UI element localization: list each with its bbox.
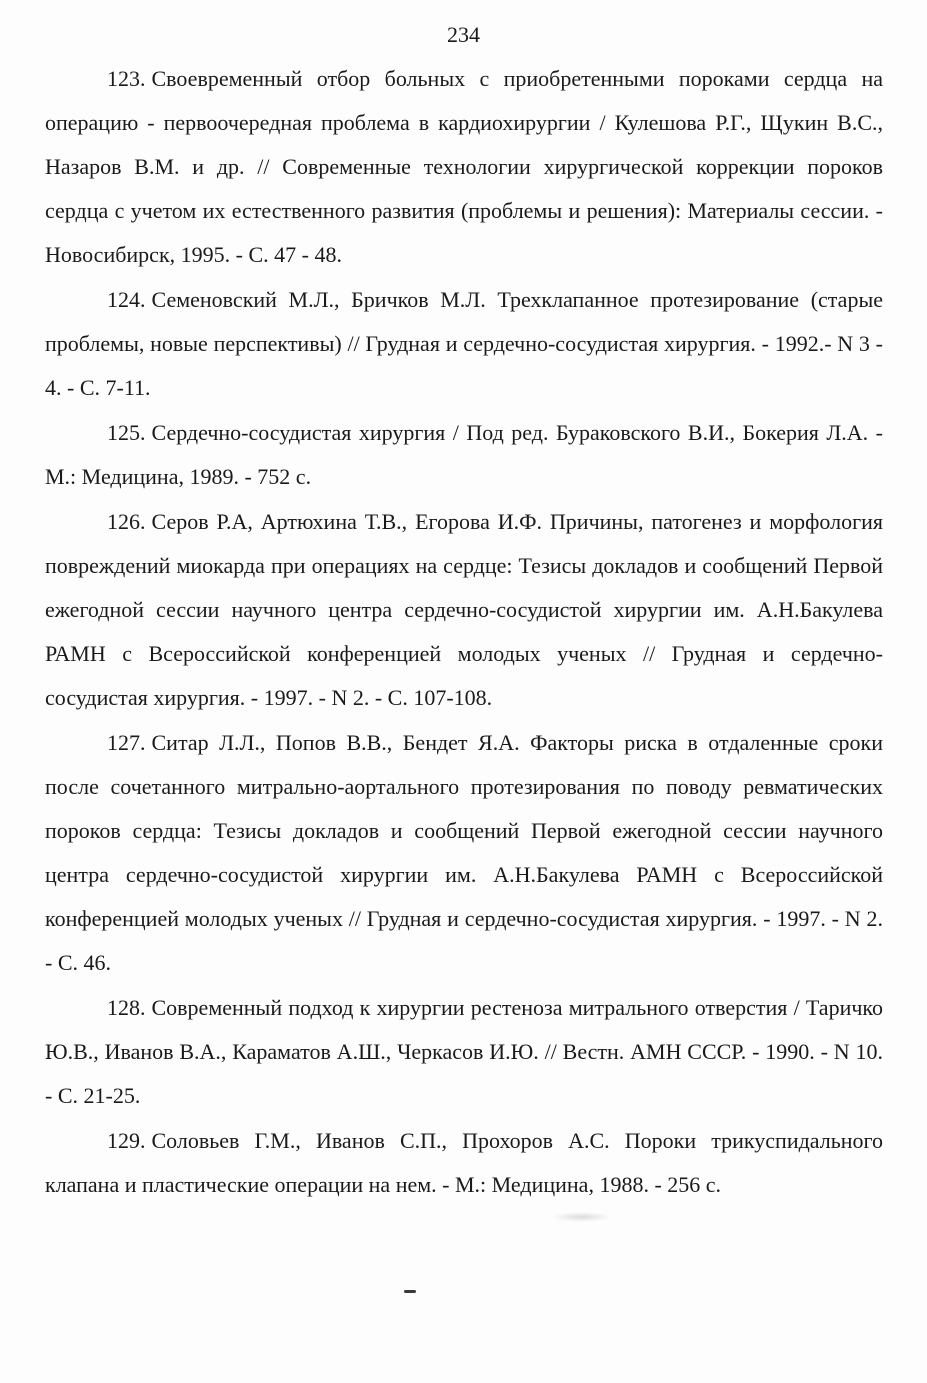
reference-text: Семеновский М.Л., Бричков М.Л. Трехклапанное протезирование (старые проблемы, новые перспективы) // Грудная и сердечно-сосудистая хирургия. - 1992.- N 3 - 4. - С. 7-11. <box>45 287 883 400</box>
reference-item-128 <box>45 986 883 1118</box>
reference-text: Ситар Л.Л., Попов В.В., Бендет Я.А. Факторы риска в отдаленные сроки после сочетанного митрально-аортального протезирования по поводу ревматических пороков сердца: Тезисы докладов и сообщений Первой ежегодной сессии научного центра сердечно-сосудистой хирургии им. А.Н.Бакулева РАМН с Всероссийской конференцией молодых ученых // Грудная и сердечно-сосудистая хирургия. - 1997. - N 2. - С. 46. <box>45 730 883 975</box>
reference-text: Соловьев Г.М., Иванов С.П., Прохоров А.С. Пороки трикуспидального клапана и пластические операции на нем. - М.: Медицина, 1988. - 256 с. <box>45 1128 883 1197</box>
page-number: 234 <box>447 22 480 47</box>
reference-number: 125. <box>107 420 146 445</box>
reference-number: 128. <box>107 995 146 1020</box>
reference-number: 127. <box>107 730 146 755</box>
reference-number: 129. <box>107 1128 146 1153</box>
reference-text: Своевременный отбор больных с приобретенными пороками сердца на операцию - первоочередная проблема в кардиохирургии / Кулешова Р.Г., Щукин В.С., Назаров В.М. и др. // Современные технологии хирургической коррекции пороков сердца с учетом их естественного развития (проблемы и решения): Материалы сессии. - Новосибирск, 1995. - С. 47 - 48. <box>45 66 883 267</box>
reference-item-123 <box>45 57 883 277</box>
reference-item-125 <box>45 411 883 499</box>
reference-text: Серов Р.А, Артюхина Т.В., Егорова И.Ф. Причины, патогенез и морфология повреждений миокарда при операциях на сердце: Тезисы докладов и сообщений Первой ежегодной сессии научного центра сердечно-сосудистой хирургии им. А.Н.Бакулева РАМН с Всероссийской конференцией молодых ученых // Грудная и сердечно-сосудистая хирургия. - 1997. - N 2. - С. 107-108. <box>45 509 883 710</box>
reference-number: 126. <box>107 509 146 534</box>
reference-text: Сердечно-сосудистая хирургия / Под ред. Бураковского В.И., Бокерия Л.А. - М.: Медицина, 1989. - 752 с. <box>45 420 883 489</box>
reference-item-124 <box>45 278 883 410</box>
reference-number: 123. <box>107 66 146 91</box>
scan-artifact <box>552 1212 612 1222</box>
reference-item-126 <box>45 500 883 720</box>
reference-list <box>45 57 883 1208</box>
scan-smudge <box>404 1290 416 1293</box>
reference-item-129 <box>45 1119 883 1207</box>
reference-item-127 <box>45 721 883 985</box>
reference-number: 124. <box>107 287 146 312</box>
reference-text: Современный подход к хирургии рестеноза митрального отверстия / Таричко Ю.В., Иванов В.А., Караматов А.Ш., Черкасов И.Ю. // Вестн. АМН СССР. - 1990. - N 10. - С. 21-25. <box>45 995 883 1108</box>
